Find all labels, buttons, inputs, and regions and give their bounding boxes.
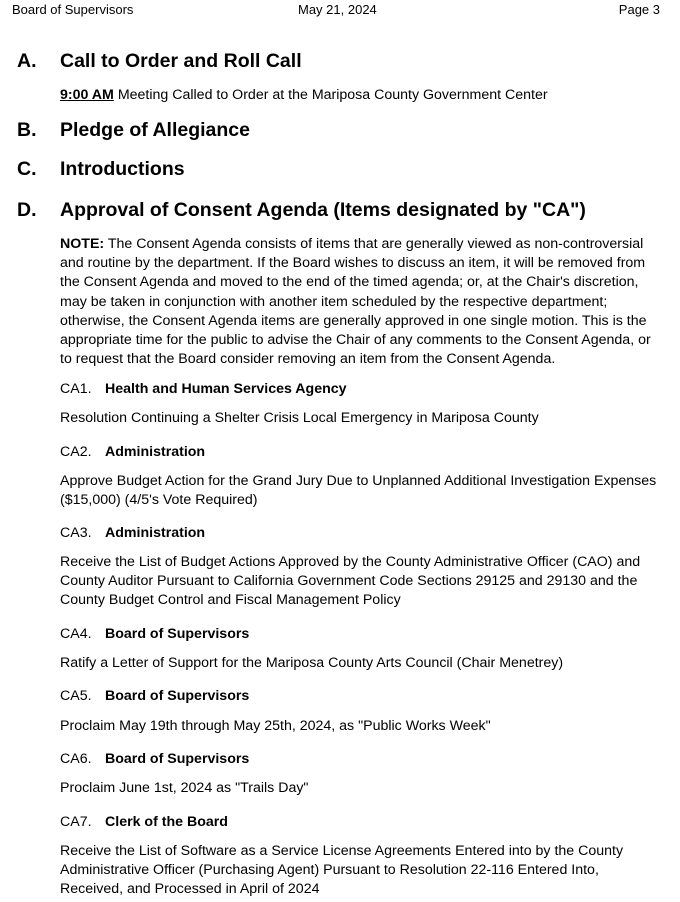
page-header (12, 2, 660, 20)
note-text: The Consent Agenda consists of items that are generally viewed as non-controversial and routine by the department. If the Board wishes to discuss an item, it will be removed from the Consent Agenda and moved to the end of the timed agenda; or, at the Chair's discretion, may be taken in conjunction with another item scheduled by the respective department; otherwise, the Consent Agenda items are generally approved in one single motion. This is the appropriate time for the public to advise the Chair of any comments to the Consent Agenda, or to request that the Board consider removing an item from the Consent Agenda. (60, 236, 651, 368)
consent-item-heading (60, 626, 249, 642)
consent-item-heading (60, 444, 205, 460)
section-d-heading (17, 199, 586, 222)
section-letter: D. (17, 199, 37, 221)
header-page-number: Page 3 (618, 2, 660, 17)
section-c-heading (17, 158, 185, 181)
section-title: Approval of Consent Agenda (Items designated by "CA") (60, 199, 586, 221)
consent-item-number: CA5. (60, 688, 92, 704)
section-title: Pledge of Allegiance (60, 119, 250, 141)
header-board-name: Board of Supervisors (12, 2, 134, 17)
section-a-heading (17, 50, 302, 73)
consent-item-description: Receive the List of Budget Actions Approved by the County Administrative Officer (CAO) and County Auditor Pursuant to California Government Code Sections 29125 and 29130 and the County Budget Control and Fiscal Management Policy (60, 554, 641, 609)
section-letter: B. (17, 119, 37, 141)
section-title: Call to Order and Roll Call (60, 50, 302, 72)
consent-item-heading (60, 751, 249, 767)
consent-item-number: CA3. (60, 525, 92, 541)
consent-item-number: CA1. (60, 381, 92, 397)
consent-item-department: Health and Human Services Agency (105, 381, 347, 397)
consent-item-heading (60, 525, 205, 541)
consent-item-department: Board of Supervisors (105, 751, 250, 767)
consent-item-description: Resolution Continuing a Shelter Crisis Local Emergency in Mariposa County (60, 410, 539, 426)
consent-item-department: Board of Supervisors (105, 626, 250, 642)
consent-item-department: Board of Supervisors (105, 688, 250, 704)
consent-item-department: Administration (105, 444, 206, 460)
consent-item-department: Clerk of the Board (105, 814, 228, 830)
section-b-heading (17, 119, 250, 142)
consent-item-heading (60, 814, 228, 830)
consent-item-description: Proclaim May 19th through May 25th, 2024, as "Public Works Week" (60, 718, 491, 734)
consent-item-number: CA4. (60, 626, 92, 642)
consent-item-number: CA2. (60, 444, 92, 460)
call-to-order-text: Meeting Called to Order at the Mariposa County Government Center (113, 87, 548, 103)
section-letter: A. (17, 50, 37, 72)
consent-item-description: Ratify a Letter of Support for the Mariposa County Arts Council (Chair Menetrey) (60, 655, 564, 671)
consent-item-number: CA7. (60, 814, 92, 830)
call-to-order-line (60, 86, 660, 105)
consent-item-number: CA6. (60, 751, 92, 767)
section-title: Introductions (60, 158, 185, 180)
consent-item-description: Approve Budget Action for the Grand Jury Due to Unplanned Additional Investigation Expenses ($15,000) (4/5's Vote Required) (60, 473, 657, 509)
consent-agenda-note (60, 235, 660, 369)
consent-item-heading (60, 381, 347, 397)
consent-item-heading (60, 688, 249, 704)
note-label: NOTE: (60, 236, 105, 252)
consent-item-description: Proclaim June 1st, 2024 as "Trails Day" (60, 780, 309, 796)
header-date: May 21, 2024 (298, 2, 377, 17)
meeting-time: 9:00 AM (60, 87, 114, 103)
section-letter: C. (17, 158, 37, 180)
consent-item-department: Administration (105, 525, 206, 541)
consent-item-description: Receive the List of Software as a Service License Agreements Entered into by the County Administrative Officer (Purchasing Agent) Pursuant to Resolution 22-116 Entered Into, Received, and Processed in April of 2024 (60, 843, 624, 898)
